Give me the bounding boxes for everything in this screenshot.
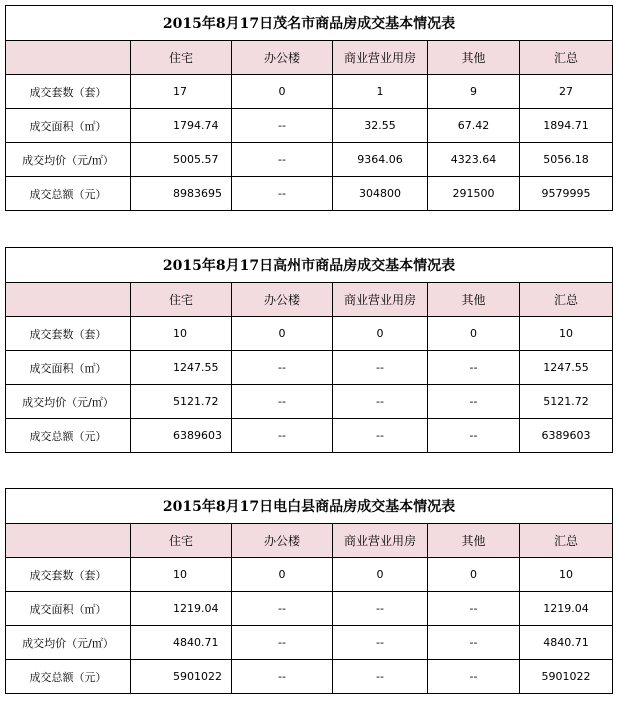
cell: 8983695 <box>131 177 232 211</box>
header-other: 其他 <box>428 283 520 317</box>
cell: -- <box>232 143 333 177</box>
cell: -- <box>232 592 333 626</box>
row-label: 成交总额（元） <box>6 177 131 211</box>
table-row <box>6 558 613 592</box>
row-label: 成交均价（元/㎡） <box>6 385 131 419</box>
table-title: 2015年8月17日高州市商品房成交基本情况表 <box>6 248 613 283</box>
cell: 5901022 <box>131 660 232 694</box>
header-blank <box>6 41 131 75</box>
cell: -- <box>333 419 428 453</box>
header-residential: 住宅 <box>131 41 232 75</box>
cell: 4840.71 <box>131 626 232 660</box>
cell: 1247.55 <box>131 351 232 385</box>
cell: -- <box>428 419 520 453</box>
table-row <box>6 75 613 109</box>
row-label: 成交套数（套） <box>6 317 131 351</box>
row-label: 成交面积（㎡） <box>6 351 131 385</box>
cell: 10 <box>131 317 232 351</box>
cell: -- <box>232 385 333 419</box>
cell: 0 <box>232 317 333 351</box>
row-label: 成交套数（套） <box>6 558 131 592</box>
cell: 27 <box>520 75 613 109</box>
cell: 9364.06 <box>333 143 428 177</box>
cell: 1794.74 <box>131 109 232 143</box>
header-other: 其他 <box>428 524 520 558</box>
table-title: 2015年8月17日电白县商品房成交基本情况表 <box>6 489 613 524</box>
header-commercial: 商业营业用房 <box>333 41 428 75</box>
table-row <box>6 109 613 143</box>
cell: -- <box>428 592 520 626</box>
cell: 5121.72 <box>520 385 613 419</box>
cell: 4323.64 <box>428 143 520 177</box>
cell: 0 <box>333 317 428 351</box>
cell: 1247.55 <box>520 351 613 385</box>
header-blank <box>6 524 131 558</box>
cell: 304800 <box>333 177 428 211</box>
table-row <box>6 317 613 351</box>
cell: 17 <box>131 75 232 109</box>
header-commercial: 商业营业用房 <box>333 524 428 558</box>
cell: 0 <box>232 558 333 592</box>
row-label: 成交套数（套） <box>6 75 131 109</box>
cell: 6389603 <box>520 419 613 453</box>
table-row <box>6 177 613 211</box>
header-commercial: 商业营业用房 <box>333 283 428 317</box>
cell: 67.42 <box>428 109 520 143</box>
row-label: 成交面积（㎡） <box>6 109 131 143</box>
row-label: 成交均价（元/㎡） <box>6 626 131 660</box>
row-label: 成交均价（元/㎡） <box>6 143 131 177</box>
cell: -- <box>333 592 428 626</box>
cell: 0 <box>428 317 520 351</box>
header-office: 办公楼 <box>232 524 333 558</box>
cell: 291500 <box>428 177 520 211</box>
row-label: 成交总额（元） <box>6 419 131 453</box>
cell: 0 <box>232 75 333 109</box>
cell: -- <box>232 351 333 385</box>
cell: -- <box>428 660 520 694</box>
cell: 0 <box>428 558 520 592</box>
table-row <box>6 419 613 453</box>
header-office: 办公楼 <box>232 41 333 75</box>
header-residential: 住宅 <box>131 524 232 558</box>
cell: -- <box>333 351 428 385</box>
cell: -- <box>333 660 428 694</box>
cell: -- <box>232 419 333 453</box>
cell: 10 <box>131 558 232 592</box>
cell: 5121.72 <box>131 385 232 419</box>
cell: 6389603 <box>131 419 232 453</box>
header-blank <box>6 283 131 317</box>
table-row <box>6 592 613 626</box>
header-total: 汇总 <box>520 524 613 558</box>
header-total: 汇总 <box>520 283 613 317</box>
cell: -- <box>333 385 428 419</box>
table-row <box>6 351 613 385</box>
gaozhou-table <box>5 247 613 453</box>
cell: 10 <box>520 558 613 592</box>
cell: -- <box>428 626 520 660</box>
table-title: 2015年8月17日茂名市商品房成交基本情况表 <box>6 6 613 41</box>
cell: 9579995 <box>520 177 613 211</box>
header-other: 其他 <box>428 41 520 75</box>
cell: 9 <box>428 75 520 109</box>
cell: -- <box>333 626 428 660</box>
cell: -- <box>232 660 333 694</box>
cell: 10 <box>520 317 613 351</box>
cell: 5056.18 <box>520 143 613 177</box>
cell: -- <box>232 177 333 211</box>
cell: 1219.04 <box>131 592 232 626</box>
dianbai-table <box>5 488 613 694</box>
cell: 5005.57 <box>131 143 232 177</box>
cell: 1 <box>333 75 428 109</box>
row-label: 成交总额（元） <box>6 660 131 694</box>
header-total: 汇总 <box>520 41 613 75</box>
cell: 0 <box>333 558 428 592</box>
table-row <box>6 660 613 694</box>
table-row <box>6 385 613 419</box>
cell: -- <box>428 385 520 419</box>
cell: -- <box>232 626 333 660</box>
cell: 5901022 <box>520 660 613 694</box>
cell: 1219.04 <box>520 592 613 626</box>
cell: 32.55 <box>333 109 428 143</box>
row-label: 成交面积（㎡） <box>6 592 131 626</box>
cell: 4840.71 <box>520 626 613 660</box>
cell: 1894.71 <box>520 109 613 143</box>
table-row <box>6 626 613 660</box>
cell: -- <box>428 351 520 385</box>
header-residential: 住宅 <box>131 283 232 317</box>
table-row <box>6 143 613 177</box>
header-office: 办公楼 <box>232 283 333 317</box>
maoming-table <box>5 5 613 211</box>
cell: -- <box>232 109 333 143</box>
